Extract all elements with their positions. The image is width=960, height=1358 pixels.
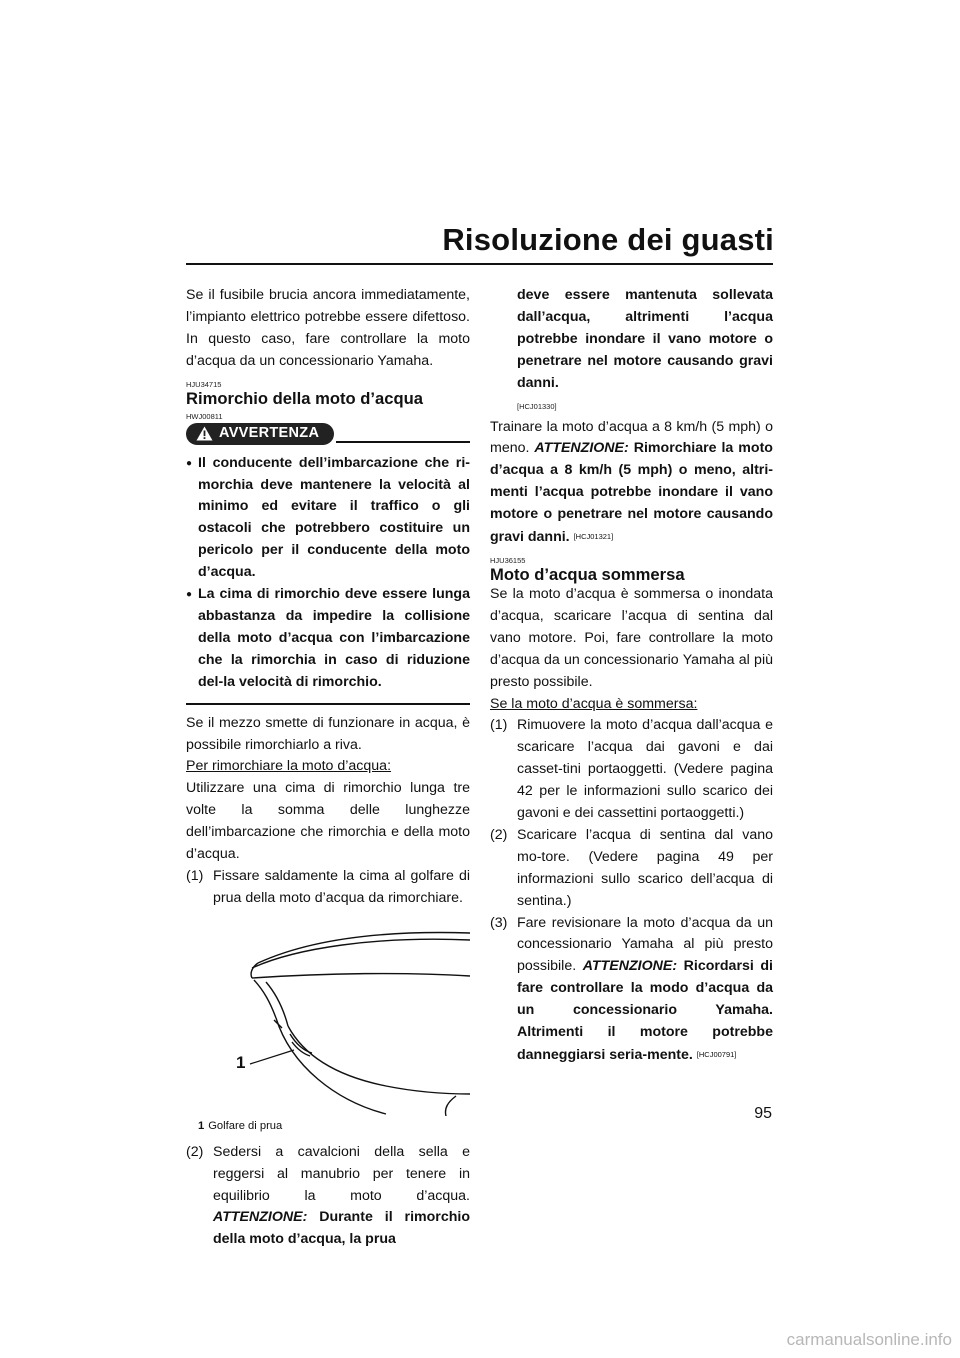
caution-text: Ricordarsi di fare controllare la modo d’acqua da un concessionario Yamaha. Altrimenti il motore potrebbe danneggiarsi seria-mente.: [517, 958, 773, 1063]
paragraph: [490, 417, 773, 549]
subheading: Se la moto d’acqua è sommersa:: [490, 695, 698, 712]
jet-ski-bow-drawing: [186, 916, 470, 1116]
caution-label: ATTENZIONE:: [534, 440, 629, 457]
watermark[interactable]: carmanualsonline.info: [786, 1330, 952, 1349]
step-text: Fissare saldamente la cima al golfare di prua della moto d’acqua da rimorchiare.: [213, 867, 470, 906]
section-code: HJU36155: [490, 555, 526, 565]
step-text: Rimuovere la moto d’acqua dall’acqua e scaricare l’acqua dai gavoni e dai casset-tini portaoggetti. (Vedere pagina 42 per le informazioni sullo scarico dei gavoni e dei cassettini portaoggetti.): [517, 717, 773, 822]
warning-label: AVVERTENZA: [219, 424, 320, 441]
warning-badge: [186, 423, 334, 445]
left-column: [186, 285, 470, 1251]
warning-bullet: [186, 453, 470, 584]
caution-text: deve essere mantenuta sollevata dall’acqua, altrimenti l’acqua potrebbe inondare il vano motore o penetrare nel motore causando gravi danni.: [517, 287, 773, 391]
header-rule: [186, 263, 773, 265]
warning-box: [186, 449, 470, 705]
caution-label: ATTENZIONE:: [582, 958, 678, 975]
intro-paragraph: Se il fusibile brucia ancora immediatamente, l’impianto elettrico potrebbe essere difettoso. In questo caso, fare controllare la moto d’acqua da un concessionario Yamaha.: [186, 287, 470, 369]
caution-code: [HCJ01330]: [517, 401, 557, 411]
warning-triangle-icon: [196, 426, 213, 441]
step-plain-text: Fare revisionare la moto d’acqua da un concessionario Yamaha al più presto possibile.: [517, 914, 773, 975]
tow-text: Trainare la moto d’acqua a 8 km/h (5 mph) o meno.: [490, 418, 773, 457]
warning-rule: [336, 441, 470, 443]
page-number: 95: [754, 1105, 772, 1122]
caution-text: Durante il rimorchio della moto d’acqua, la prua: [213, 1209, 470, 1248]
page-title: Risoluzione dei guasti: [442, 222, 774, 257]
paragraph: Utilizzare una cima di rimorchio lunga tre volte la somma delle lunghezze dell’imbarcazione che rimorchia e della moto d’acqua.: [186, 780, 470, 863]
paragraph: Se la moto d’acqua è sommersa o inondata d’acqua, scaricare l’acqua di sentina dal vano motore. Poi, fare controllare la moto d’acqua da un concessionario Yamaha al più presto possibile.: [490, 585, 773, 690]
figure-callout-number: 1: [236, 1052, 246, 1072]
bow-eye-illustration: [186, 916, 470, 1116]
step-text: [517, 913, 773, 1067]
subheading: Per rimorchiare la moto d’acqua:: [186, 758, 392, 775]
warning-code: HWJ00811: [186, 411, 223, 421]
warning-bullet-text: Il conducente dell’imbarcazione che ri-morchia deve mantenere la velocità al minimo ed evitare il traffico o gli ostacoli che potrebbero costituire un pericolo per il conducente della moto d’acqua.: [198, 454, 470, 581]
bullet-dot-icon: ●: [186, 589, 193, 601]
step-number: (1): [490, 717, 508, 734]
bullet-dot-icon: ●: [186, 457, 193, 469]
right-column: [490, 285, 773, 1067]
step-plain-text: Sedersi a cavalcioni della sella e reggersi al manubrio per tenere in equilibrio la moto d’acqua.: [213, 1143, 470, 1204]
caution-code: [HCJ00791]: [696, 1050, 737, 1059]
step-continued: [490, 285, 773, 395]
step-text: Scaricare l’acqua di sentina dal vano mo-tore. (Vedere pagina 49 per informazioni sullo scarico dell’acqua di sentina.): [517, 826, 773, 909]
leader-line: [250, 1050, 294, 1064]
section-title-submerged: Moto d’acqua sommersa: [490, 564, 685, 584]
figure-caption: [198, 1119, 470, 1133]
caption-number: 1: [198, 1119, 205, 1132]
step-number: (2): [186, 1143, 204, 1160]
step: [490, 913, 773, 1067]
caution-label: ATTENZIONE:: [213, 1209, 308, 1226]
section-title-towing: Rimorchio della moto d’acqua: [186, 388, 423, 408]
step: [186, 866, 470, 910]
step: [186, 1142, 470, 1252]
caution-text: Rimorchiare la moto d’acqua a 8 km/h (5 mph) o meno, altri-menti l’acqua potrebbe inondare il vano motore o penetrare nel motore causando gravi danni.: [490, 440, 773, 546]
step: [490, 825, 773, 913]
section-code: HJU34715: [186, 379, 222, 389]
step-number: (3): [490, 914, 508, 931]
warning-bullet-text: La cima di rimorchio deve essere lunga abbastanza da impedire la collisione della moto d’acqua con l’imbarcazione che la rimorchia in caso di riduzione del-la velocità di rimorchio.: [198, 586, 470, 690]
caption-text: Golfare di prua: [208, 1119, 283, 1132]
warning-header: [186, 423, 470, 449]
step: [490, 715, 773, 825]
paragraph: Se il mezzo smette di funzionare in acqua, è possibile rimorchiarlo a riva.: [186, 714, 470, 753]
step-number: (2): [490, 826, 508, 843]
step-text: [213, 1142, 470, 1252]
step-number: (1): [186, 867, 204, 884]
caution-code: [HCJ01321]: [573, 532, 614, 542]
warning-bullet: [186, 584, 470, 694]
